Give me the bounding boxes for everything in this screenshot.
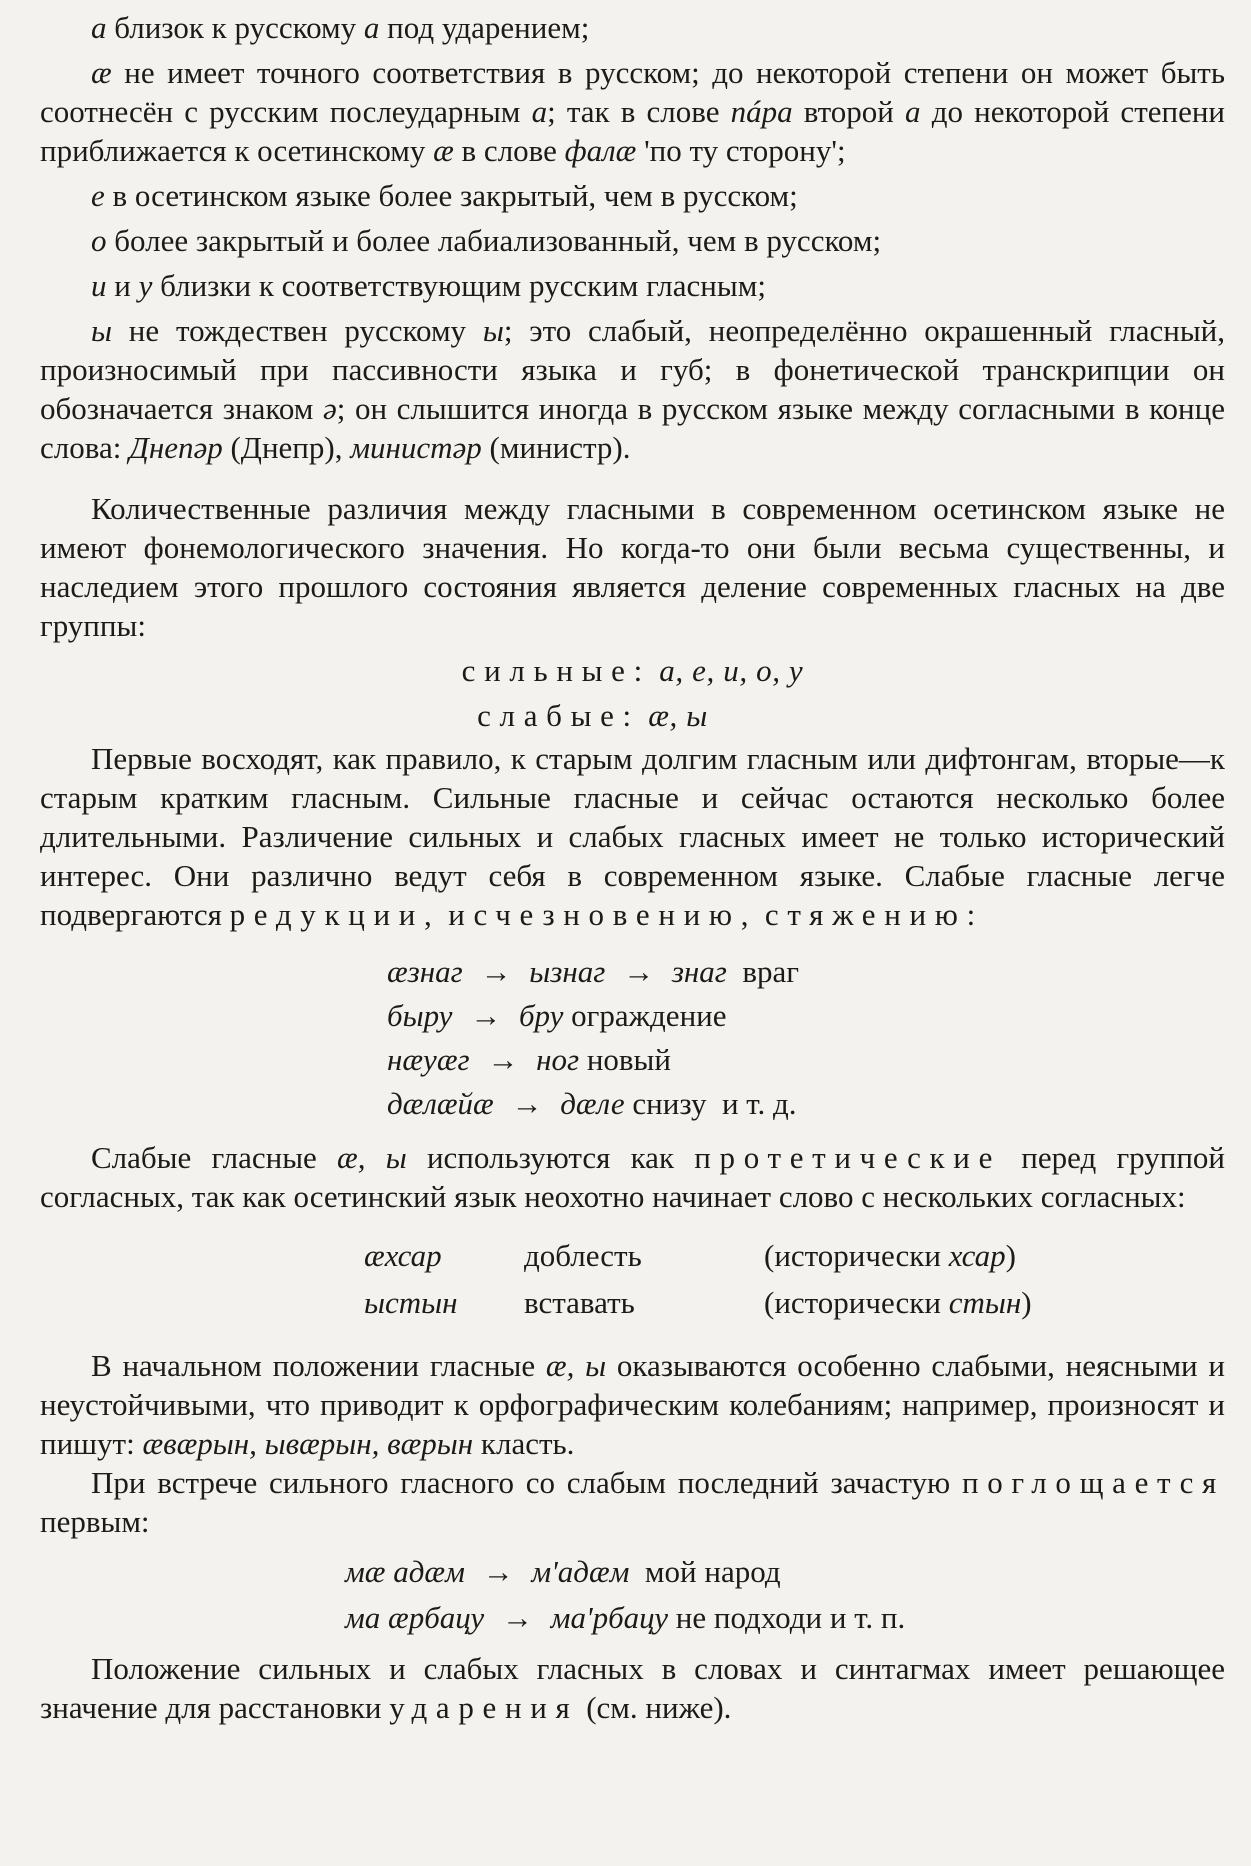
- vowel-description: (министр).: [489, 430, 631, 465]
- vowel-i-u-paragraph: [40, 266, 1225, 305]
- example-word: æзнаг: [387, 954, 463, 989]
- example-gloss: доблесть: [524, 1238, 642, 1273]
- example-row: [345, 1595, 1225, 1641]
- strong-values: а, е, и, о, у: [659, 653, 804, 688]
- paragraph-text: Слабые гласные: [91, 1140, 317, 1175]
- vowel-letter: а: [363, 10, 380, 45]
- example-word: быру: [387, 998, 453, 1033]
- meeting-paragraph: [40, 1463, 1225, 1541]
- vowel-letter: æ: [91, 55, 112, 90]
- note-word: хсар: [948, 1238, 1006, 1273]
- paragraph-text: Первые восходят, как правило, к старым долгим гласным или дифтонгам, вторые—к старым кратким гласным. Сильные гласные и сейчас остаются несколько более длительными. Различение сильных и слабых гласных имеет не только исторический интерес. Они различно ведут себя в современном языке. Слабые гласные легче подвергаются: [40, 741, 1225, 932]
- vowel-letter: а: [905, 94, 921, 129]
- initial-position-paragraph: [40, 1346, 1225, 1463]
- example-word: м'адæм: [531, 1554, 630, 1589]
- example-row: [345, 1549, 1225, 1595]
- first-paragraph: [40, 739, 1225, 934]
- arrow-icon: →: [501, 1600, 533, 1635]
- weak-vowels-row: [40, 696, 1225, 735]
- example-word: дæле: [560, 1086, 625, 1121]
- weak-label: слабые:: [477, 698, 640, 733]
- example-word: ызнаг: [529, 954, 606, 989]
- paragraph-text: класть.: [480, 1426, 575, 1461]
- paragraph-text: :: [966, 897, 976, 932]
- vowel-letter: о: [91, 223, 107, 258]
- spaced-term: поглощается: [961, 1465, 1225, 1500]
- vowel-description: ; он слышится иногда в русском языке между согласными в конце слова:: [40, 391, 1225, 465]
- arrow-icon: →: [487, 1042, 519, 1077]
- vowel-description: ; это слабый, неопределённо окрашенный гласный, произносимый при пассивности языка и губ; в фонетической транскрипции он обозначается знаком: [40, 313, 1225, 426]
- strong-label: сильные:: [461, 653, 651, 688]
- vowel-description: ; так в слове: [547, 94, 720, 129]
- vowel-description: под ударением;: [387, 10, 590, 45]
- example-words: æвæрын, ывæрын, вæрын: [142, 1426, 474, 1461]
- vowel-letter: ы: [91, 313, 112, 348]
- quantity-paragraph: Количественные различия между гласными в современном осетинском языке не имеют фонемологического значения. Но когда-то они были весьма существенны, и наследием этого прошлого состояния является деление современных гласных на две группы:: [40, 491, 1225, 643]
- vowel-description: в осетинском языке более закрытый, чем в русском;: [112, 178, 798, 213]
- example-word: министəр: [350, 430, 482, 465]
- vowel-description: в слове: [461, 133, 557, 168]
- vowel-description: 'по ту сторону';: [644, 133, 846, 168]
- paragraph-text: Положение сильных и слабых гласных в словах и синтагмах имеет решающее значение для расстановки: [40, 1651, 1225, 1725]
- vowel-letters: æ, ы: [337, 1140, 407, 1175]
- vowel-e-paragraph: [40, 176, 1225, 215]
- vowel-description: до некоторой степени приближается к осетинскому: [40, 94, 1226, 168]
- arrow-icon: →: [480, 954, 512, 989]
- paragraph-text: перед группой согласных, так как осетинский язык неохотно начинает слово с нескольких согласных:: [40, 1140, 1226, 1214]
- example-word: нæуæг: [387, 1042, 470, 1077]
- example-gloss: новый: [586, 1042, 671, 1077]
- strong-vowels-row: [40, 651, 1225, 690]
- spaced-term: исчезновению,: [448, 897, 758, 932]
- example-row: [324, 1281, 1052, 1328]
- example-word: Днепəр: [129, 430, 223, 465]
- weak-values: æ, ы: [648, 698, 708, 733]
- example-gloss: снизу: [632, 1086, 707, 1121]
- vowel-letters: æ, ы: [545, 1348, 607, 1383]
- example-word: бру: [518, 998, 564, 1033]
- example-word: фалæ: [564, 133, 637, 168]
- example-row: [387, 950, 1225, 994]
- spaced-term: редукции,: [229, 897, 441, 932]
- vowel-description: более закрытый и более лабиализованный, чем в русском;: [114, 223, 882, 258]
- example-word: ыстын: [364, 1285, 458, 1320]
- example-note: [744, 1234, 1052, 1281]
- vowel-a-paragraph: [40, 8, 1225, 47]
- vowel-ae-paragraph: [40, 53, 1225, 170]
- paragraph-text: (см. ниже).: [586, 1690, 732, 1725]
- example-word: знаг: [671, 954, 727, 989]
- vowel-letter: е: [91, 178, 105, 213]
- prothetic-examples: [324, 1234, 1052, 1328]
- vowel-y-paragraph: [40, 311, 1225, 467]
- note-text: ): [1005, 1238, 1016, 1273]
- example-tail: и т. д.: [721, 1086, 797, 1121]
- paragraph-text: первым:: [40, 1504, 150, 1539]
- vowel-letter: а: [91, 10, 107, 45]
- spaced-term: стяжению: [764, 897, 967, 932]
- vowel-o-paragraph: [40, 221, 1225, 260]
- example-note: [744, 1281, 1052, 1328]
- example-word: ма'рбацу: [550, 1600, 669, 1635]
- vowel-letter: а: [531, 94, 548, 129]
- vowel-letter: ə: [322, 391, 337, 426]
- arrow-icon: →: [623, 954, 655, 989]
- note-text: (исторически: [764, 1285, 941, 1320]
- vowel-description: не тождествен русскому: [128, 313, 467, 348]
- example-row: [387, 1038, 1225, 1082]
- paragraph-text: оказываются особенно слабыми, неясными и неустойчивыми, что приводит к орфографическим колебаниям; например, произносят и пишут:: [40, 1348, 1226, 1461]
- example-gloss: не подходи и т. п.: [675, 1600, 906, 1635]
- reduction-examples: [40, 950, 1225, 1126]
- vowel-description: (Днепр),: [230, 430, 343, 465]
- document-page: [40, 8, 1225, 1727]
- vowel-letter: и: [91, 268, 107, 303]
- vowel-description: близки к соответствующим русским гласным;: [160, 268, 766, 303]
- example-word: дæлæйæ: [387, 1086, 494, 1121]
- paragraph-text: В начальном положении гласные: [91, 1348, 536, 1383]
- example-row: [324, 1234, 1052, 1281]
- arrow-icon: →: [470, 998, 502, 1033]
- vowel-description: второй: [803, 94, 894, 129]
- vowel-description: близок к русскому: [114, 10, 357, 45]
- example-word: мæ адæм: [345, 1554, 465, 1589]
- example-gloss: мой народ: [644, 1554, 781, 1589]
- note-word: стын: [948, 1285, 1022, 1320]
- absorption-examples: [345, 1549, 1225, 1641]
- arrow-icon: →: [482, 1554, 514, 1589]
- vowel-letter: ы: [482, 313, 504, 348]
- paragraph-text: используются как: [426, 1140, 675, 1175]
- spaced-term: протетические: [694, 1140, 1002, 1175]
- conjunction: и: [114, 268, 131, 303]
- paragraph-text: При встрече сильного гласного со слабым последний зачастую: [91, 1465, 951, 1500]
- example-word: ма æрбацу: [345, 1600, 485, 1635]
- example-word: пáра: [730, 94, 793, 129]
- final-paragraph: [40, 1649, 1225, 1727]
- example-gloss: враг: [742, 954, 800, 989]
- example-row: [387, 1082, 1225, 1126]
- example-gloss: ограждение: [571, 998, 727, 1033]
- vowel-description: не имеет точного соответствия в русском; до некоторой степени он может быть соотнесён с русским послеударным: [40, 55, 1225, 129]
- vowel-letter: у: [138, 268, 153, 303]
- example-word: ног: [536, 1042, 580, 1077]
- example-row: [387, 994, 1225, 1038]
- vowel-letter: æ: [433, 133, 454, 168]
- prothetic-paragraph: [40, 1138, 1225, 1216]
- spaced-term: ударения: [389, 1690, 579, 1725]
- example-gloss: вставать: [524, 1285, 635, 1320]
- example-word: æхсар: [364, 1238, 442, 1273]
- note-text: (исторически: [764, 1238, 941, 1273]
- note-text: ): [1021, 1285, 1032, 1320]
- arrow-icon: →: [511, 1086, 543, 1121]
